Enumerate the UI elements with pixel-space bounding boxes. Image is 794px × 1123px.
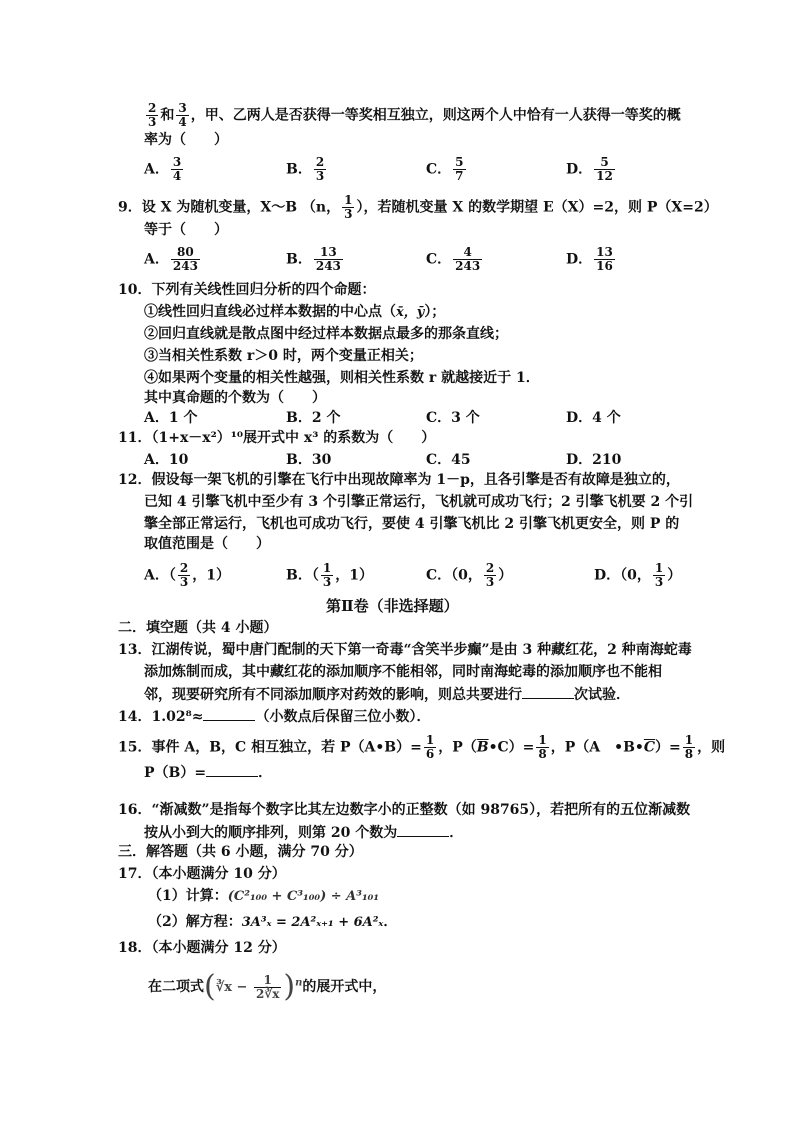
- q8-option-c: C． $\frac{5}{7}$: [426, 155, 464, 183]
- q8-option-b: B． $\frac{2}{3}$: [286, 155, 325, 183]
- q9-option-d: D． $\frac{13}{16}$: [566, 245, 613, 273]
- q10-statement-4: ④如果两个变量的相关性越强，则相关性系数 r 就越接近于 1．: [144, 370, 540, 386]
- q13-line1: 13．江湖传说，蜀中唐门配制的天下第一奇毒“含笑半步癫”是由 3 种藏红花，2 种南海蛇毒: [118, 642, 692, 658]
- section2-title: 第Ⅱ卷（非选择题）: [326, 597, 459, 615]
- fraction: $\frac{2}{3}$: [148, 101, 157, 129]
- q10-statement-3: ③当相关性系数 r＞0 时，两个变量正相关；: [144, 348, 423, 364]
- q10-option-b: B．2 个: [286, 410, 341, 426]
- q10-statement-1: ①线性回归直线必过样本数据的中心点（x̄，ȳ）；: [144, 304, 446, 320]
- q16-line1: 16．“渐减数”是指每个数字比其左边数字小的正整数（如 98765），若把所有的五位渐减数: [118, 802, 691, 818]
- q12-line3: 擎全部正常运行，飞机也可成功飞行，要使 4 引擎飞机比 2 引擎飞机更安全，则 P 的: [144, 516, 680, 532]
- fraction: $\frac{3}{4}$: [178, 101, 187, 129]
- q8-option-a: A． $\frac{3}{4}$: [144, 155, 182, 183]
- q9-option-a: A． $\frac{80}{243}$: [144, 245, 198, 273]
- q13-line2: 添加炼制而成，其中藏红花的添加顺序不能相邻，同时南海蛇毒的添加顺序也不能相: [144, 664, 662, 680]
- q15-line1: 15．事件 A，B，C 相互独立，若 P（A•B）= $\frac{1}{6}$ ，$P(\overline{B}•C)=$ $\frac{1}{8}$ ，P（A $•B•\overline{C})=$ $\frac{1}{8}$ ，则: [118, 733, 726, 761]
- q10-head: 10．下列有关线性回归分析的四个命题：: [118, 282, 376, 298]
- q18-body: 在二项式(∛x − $\frac{1}{2∛x}$ )$^n$的展开式中，: [148, 969, 387, 1004]
- q9-option-b: B． $\frac{13}{243}$: [286, 245, 341, 273]
- q11-option-b: B．30: [286, 452, 332, 468]
- q14: 14．1.02⁸≈ （小数点后保留三位小数）．: [118, 706, 430, 727]
- q12-option-c: C．（0， $\frac{2}{3}$ ）: [426, 561, 513, 589]
- q13-line3: 邻，现要研究所有不同添加顺序对药效的影响，则总共要进行 次试验．: [144, 684, 630, 705]
- answer-blank[interactable]: [397, 822, 449, 837]
- q16-line2: 按从小到大的顺序排列，则第 20 个数为 ．: [144, 822, 463, 843]
- q10-ask: 其中真命题的个数为（ ）: [144, 390, 326, 406]
- q17-part2: （2）解方程：3A³ₓ = 2A²ₓ₊₁ + 6A²ₓ．: [148, 914, 398, 930]
- q15-line2: P（B）= ．: [144, 762, 272, 783]
- answer-blank[interactable]: [522, 684, 574, 699]
- q8-line2: 率为（ ）: [144, 132, 228, 148]
- q8-option-d: D． $\frac{5}{12}$: [566, 155, 613, 183]
- q18-head: 18．（本小题满分 12 分）: [118, 940, 286, 956]
- q12-line4: 取值范围是（ ）: [144, 536, 270, 552]
- part2-heading: 二．填空题（共 4 小题）: [118, 620, 278, 636]
- q12-option-d: D．（0， $\frac{1}{3}$ ）: [594, 561, 682, 589]
- part3-heading: 三．解答题（共 6 小题，满分 70 分）: [118, 844, 363, 860]
- q9-line1: 9．设 X 为随机变量，X～B （n， $\frac{1}{3}$ ），若随机变量 X 的数学期望 E（X）=2，则 P（X=2）: [118, 193, 718, 221]
- q9-option-c: C． $\frac{4}{243}$: [426, 245, 481, 273]
- answer-blank[interactable]: [206, 762, 258, 777]
- q12-option-b: B．（ $\frac{1}{3}$ ，1）: [286, 561, 373, 589]
- q12-line2: 已知 4 引擎飞机中至少有 3 个引擎正常运行，飞机就可成功飞行；2 引擎飞机要 2 个引: [144, 494, 694, 510]
- q11-head: 11．（1+x－x²）¹⁰展开式中 x³ 的系数为（ ）: [118, 430, 436, 446]
- q11-option-c: C．45: [426, 452, 471, 468]
- q12-option-a: A．（ $\frac{2}{3}$ ，1）: [144, 561, 230, 589]
- q17-head: 17．（本小题满分 10 分）: [118, 866, 286, 882]
- answer-blank[interactable]: [203, 706, 255, 721]
- q8-line1: $\frac{2}{3}$ 和 $\frac{3}{4}$ ，甲、乙两人是否获得一等奖相互独立，则这两个人中恰有一人获得一等奖的概: [148, 101, 681, 129]
- q9-line2: 等于（ ）: [144, 222, 228, 238]
- q12-line1: 12．假设每一架飞机的引擎在飞行中出现故障率为 1－p，且各引擎是否有故障是独立的，: [118, 472, 680, 488]
- q10-option-d: D．4 个: [566, 410, 621, 426]
- q10-statement-2: ②回归直线就是散点图中经过样本数据点最多的那条直线；: [144, 326, 508, 342]
- q17-part1: （1）计算：(C²₁₀₀ + C³₁₀₀) ÷ A³₁₀₁: [148, 888, 380, 904]
- q11-option-a: A．10: [144, 452, 189, 468]
- q10-option-a: A．1 个: [144, 410, 198, 426]
- q11-option-d: D．210: [566, 452, 622, 468]
- q10-option-c: C．3 个: [426, 410, 480, 426]
